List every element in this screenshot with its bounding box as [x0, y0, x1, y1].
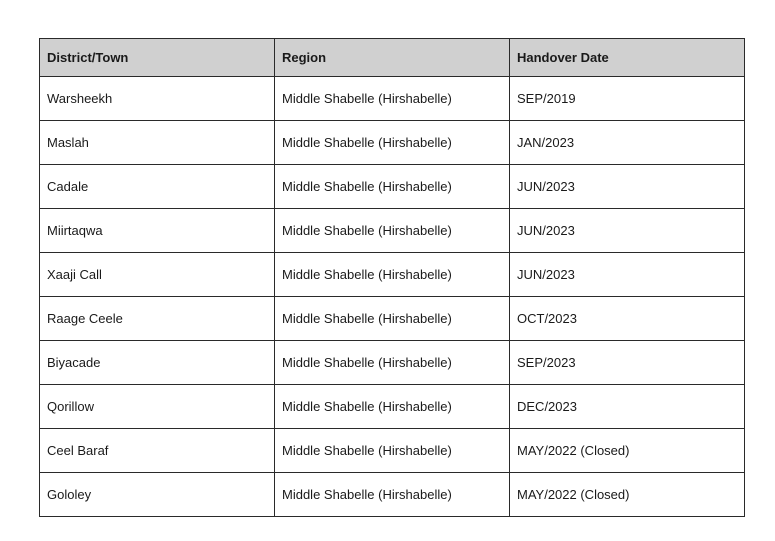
cell-handover-date: MAY/2022 (Closed) [510, 473, 745, 517]
table-row [40, 473, 745, 517]
cell-region: Middle Shabelle (Hirshabelle) [275, 341, 510, 385]
table-row [40, 209, 745, 253]
cell-district-town: Cadale [40, 165, 275, 209]
cell-district-town: Maslah [40, 121, 275, 165]
table-header [40, 39, 745, 77]
cell-region: Middle Shabelle (Hirshabelle) [275, 253, 510, 297]
table-row [40, 341, 745, 385]
cell-region: Middle Shabelle (Hirshabelle) [275, 165, 510, 209]
header-district-town: District/Town [40, 39, 275, 77]
cell-region: Middle Shabelle (Hirshabelle) [275, 297, 510, 341]
cell-region: Middle Shabelle (Hirshabelle) [275, 473, 510, 517]
cell-district-town: Ceel Baraf [40, 429, 275, 473]
cell-region: Middle Shabelle (Hirshabelle) [275, 209, 510, 253]
cell-district-town: Biyacade [40, 341, 275, 385]
table-row [40, 385, 745, 429]
cell-region: Middle Shabelle (Hirshabelle) [275, 121, 510, 165]
cell-district-town: Qorillow [40, 385, 275, 429]
table-row [40, 253, 745, 297]
header-row [40, 39, 745, 77]
handover-table [39, 38, 745, 517]
cell-region: Middle Shabelle (Hirshabelle) [275, 429, 510, 473]
cell-handover-date: SEP/2019 [510, 77, 745, 121]
cell-handover-date: JUN/2023 [510, 209, 745, 253]
cell-district-town: Warsheekh [40, 77, 275, 121]
cell-handover-date: JUN/2023 [510, 253, 745, 297]
cell-handover-date: OCT/2023 [510, 297, 745, 341]
header-handover-date: Handover Date [510, 39, 745, 77]
cell-region: Middle Shabelle (Hirshabelle) [275, 77, 510, 121]
cell-handover-date: JAN/2023 [510, 121, 745, 165]
cell-district-town: Gololey [40, 473, 275, 517]
cell-handover-date: SEP/2023 [510, 341, 745, 385]
table-row [40, 297, 745, 341]
table-row [40, 165, 745, 209]
cell-handover-date: DEC/2023 [510, 385, 745, 429]
header-region: Region [275, 39, 510, 77]
cell-district-town: Xaaji Call [40, 253, 275, 297]
table-row [40, 429, 745, 473]
table-row [40, 77, 745, 121]
cell-district-town: Raage Ceele [40, 297, 275, 341]
cell-region: Middle Shabelle (Hirshabelle) [275, 385, 510, 429]
cell-handover-date: MAY/2022 (Closed) [510, 429, 745, 473]
cell-district-town: Miirtaqwa [40, 209, 275, 253]
table-body [40, 77, 745, 517]
table-row [40, 121, 745, 165]
cell-handover-date: JUN/2023 [510, 165, 745, 209]
